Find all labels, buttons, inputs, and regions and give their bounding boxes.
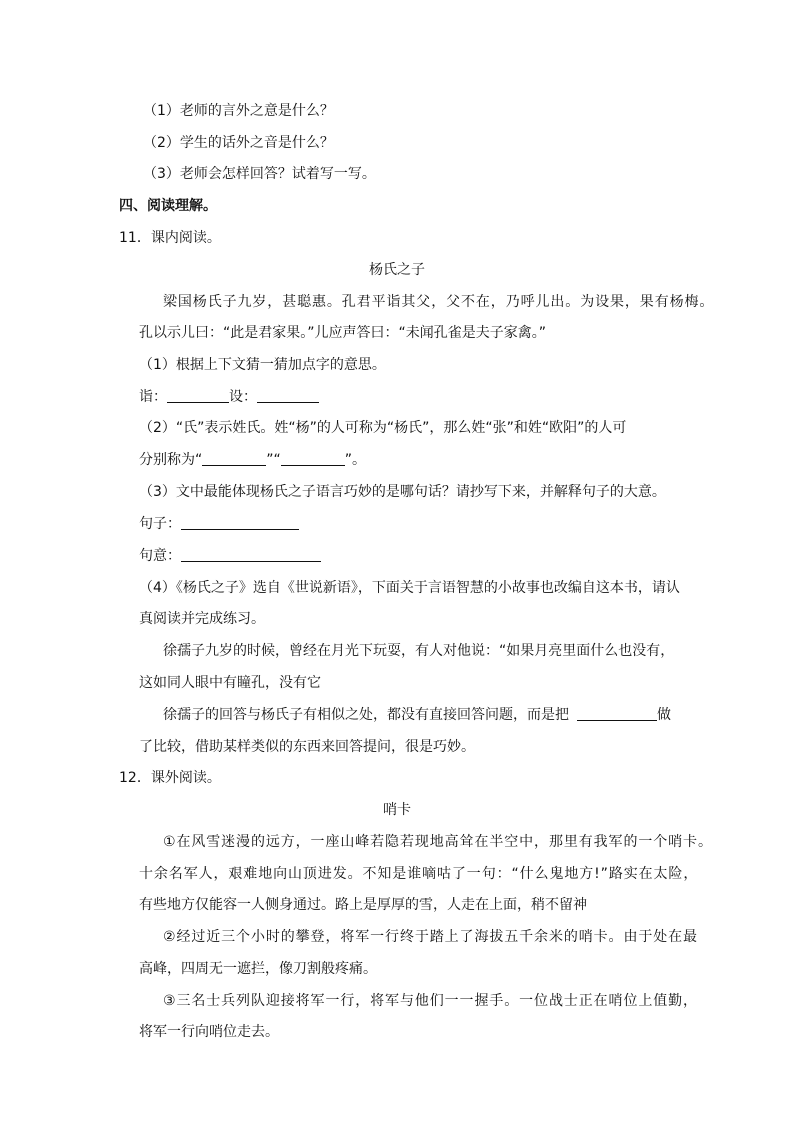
q12-para-1-line-3: 有些地方仅能容一人侧身通过。路上是厚厚的雪，人走在上面，稍不留神 (139, 897, 587, 913)
she-label: 设： (229, 389, 257, 405)
answer-text-a: 徐孺子的回答与杨氏子有相似之处，都没有直接回答问题，而是把 (163, 707, 569, 723)
meaning-label: 句意： (139, 548, 181, 564)
q12-para-3-line-2: 将军一行向哨位走去。 (139, 1024, 279, 1040)
q12-para-1-line-1: ①在风雪迷漫的远方，一座山峰若隐若现地高耸在半空中，那里有我军的一个哨卡。 (163, 834, 713, 850)
q11-passage-line-1: 梁国杨氏子九岁，甚聪惠。孔君平诣其父，父不在，乃呼儿出。为设果，果有杨梅。 (163, 294, 715, 310)
answer-text-b: 做 (657, 707, 671, 723)
q12-para-2-line-1: ②经过近三个小时的攀登，将军一行终于踏上了海拔五千余米的哨卡。由于处在最 (163, 929, 698, 945)
q11-sub-2-line-2 (139, 450, 366, 470)
q10-sub-2: （2）学生的话外之音是什么？ (143, 135, 334, 151)
sentence-label: 句子： (139, 516, 181, 532)
story-line-1: 徐孺子九岁的时候，曾经在月光下玩耍，有人对他说：“如果月亮里面什么也没有， (163, 643, 675, 659)
story-line-2: 这如同人眼中有瞳孔，没有它 (139, 675, 321, 691)
q11-sub-3: （3）文中最能体现杨氏之子语言巧妙的是哪句话？请抄写下来，并解释句子的大意。 (139, 484, 666, 500)
q11-sub-4-line-1: （4）《杨氏之子》选自《世说新语》，下面关于言语智慧的小故事也改编自这本书，请认 (139, 580, 680, 596)
sentence-answer-blank[interactable] (181, 515, 299, 530)
q12-title: 哨卡 (383, 802, 411, 818)
sub-2-text-b: ”“ (266, 452, 281, 468)
q10-sub-3: （3）老师会怎样回答？试着写一写。 (143, 166, 376, 182)
q12-para-3-line-1: ③三名士兵列队迎接将军一行，将军与他们一一握手。一位战士正在哨位上值勤， (163, 993, 698, 1009)
q11-title: 杨氏之子 (369, 262, 425, 278)
q10-sub-1: （1）老师的言外之意是什么？ (143, 103, 334, 119)
q11-answer-line-1 (163, 705, 671, 725)
q11-sub-2-line-1: （2）“氏”表示姓氏。姓“杨”的人可称为“杨氏”，那么姓“张”和姓“欧阳”的人可 (139, 420, 627, 436)
q11-passage-line-2: 孔以示儿曰：“此是君家果。”儿应声答曰：“未闻孔雀是夫子家禽。” (139, 325, 547, 341)
q11-sub-3-sentence (139, 514, 299, 534)
q12-para-2-line-2: 高峰，四周无一遮拦，像刀割般疼痛。 (139, 961, 377, 977)
q11-sub-1-blanks (139, 387, 319, 407)
q11-sub-1: （1）根据上下文猜一猜加点字的意思。 (139, 357, 386, 373)
q11-answer-line-2: 了比较，借助某样类似的东西来回答提问，很是巧妙。 (139, 739, 475, 755)
sub-2-text-c: ”。 (344, 452, 367, 468)
ouyang-answer-blank[interactable] (281, 451, 345, 466)
zhi-answer-blank[interactable] (167, 388, 229, 403)
q12-para-1-line-2: 十余名军人，艰难地向山顶进发。不知是谁嘀咕了一句：“什么鬼地方!”路实在太险， (139, 866, 699, 882)
she-answer-blank[interactable] (257, 388, 319, 403)
q11-sub-4-line-2: 真阅读并完成练习。 (139, 611, 265, 627)
meaning-answer-blank[interactable] (181, 547, 321, 562)
zhang-answer-blank[interactable] (202, 451, 266, 466)
section-heading: 四、阅读理解。 (119, 198, 217, 214)
comparison-answer-blank[interactable] (577, 706, 657, 721)
q11-label: 11．课内阅读。 (119, 230, 221, 246)
sub-2-text-a: 分别称为“ (139, 452, 203, 468)
zhi-label: 诣： (139, 389, 167, 405)
q11-sub-3-meaning (139, 546, 321, 566)
q12-label: 12．课外阅读。 (119, 770, 221, 786)
